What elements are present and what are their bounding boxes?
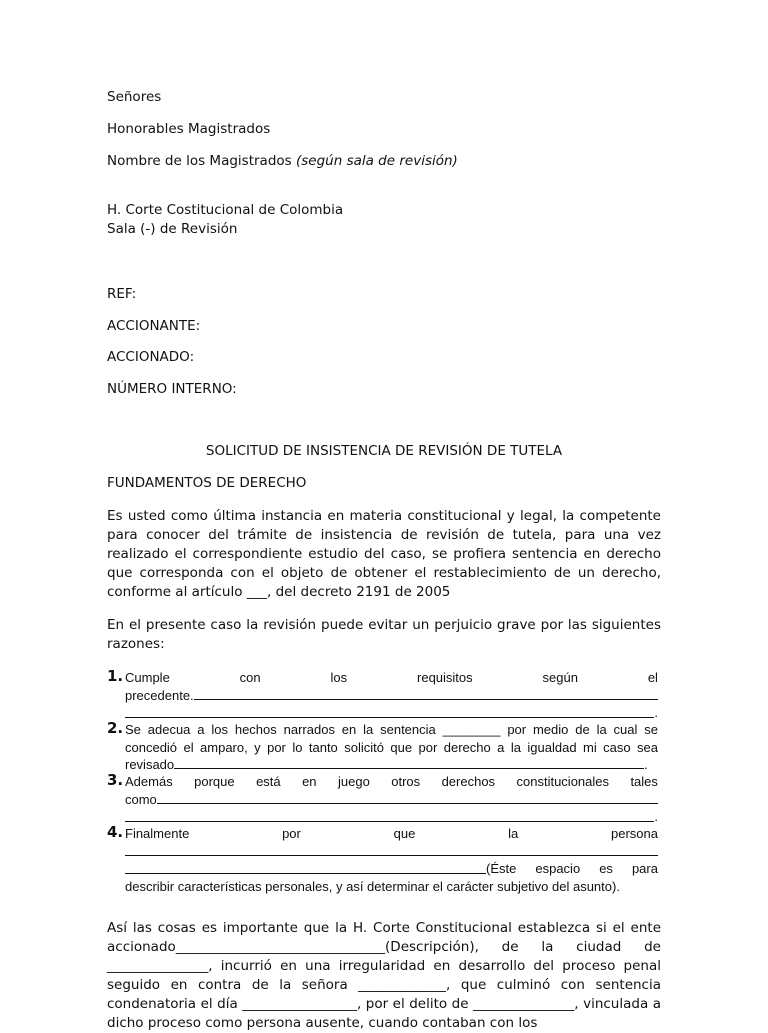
item-line — [125, 825, 658, 843]
item-line — [125, 843, 658, 861]
item-line — [125, 704, 658, 722]
word: es — [599, 861, 613, 876]
word: que — [393, 826, 416, 841]
item-line — [125, 773, 658, 791]
word: el — [647, 670, 658, 685]
nombre-magistrados — [107, 153, 458, 169]
word: los — [330, 670, 348, 685]
paragraph-conclusion: Así las cosas es importante que la H. Corte Constitucional establezca si el ente accionado_______________________________(Descripción), de la ciudad de _______________, incurrió en una irregularidad en desarrollo del proceso penal seguido en contra de la señora _____________, que culminó con sentencia condenatoria el día _________________, por el delito de _______________, vinculada a dicho proceso como persona ausente, cuando contaban con los — [107, 920, 661, 1031]
word: está — [256, 774, 281, 789]
paragraph-competencia: Es usted como última instancia en materia constitucional y legal, la competente para conocer del trámite de insistencia de revisión de tutela, para una vez realizado el correspondiente estudio del caso, se profiera sentencia en derecho que corresponda con el objeto de obtener el restablecimiento de un derecho, conforme al artículo ___, del decreto 2191 de 2005 — [107, 508, 661, 600]
item-paragraph: Se adecua a los hechos narrados en la sentencia ________ por medio de la cual se concedió el amparo, y por lo tanto solicitó que por derecho a la igualdad mi caso sea revisado — [125, 722, 658, 772]
paragraph-razones: En el presente caso la revisión puede evitar un perjuicio grave por las siguientes razones: — [107, 617, 661, 652]
word: para — [631, 861, 658, 876]
item-text — [125, 825, 658, 895]
item-line — [125, 669, 658, 687]
blank-line — [125, 704, 654, 718]
blank-line — [125, 808, 654, 822]
word: (Éste — [486, 861, 517, 876]
word: otros — [391, 774, 421, 789]
greeting: Señores — [107, 89, 162, 105]
item-line: describir características personales, y así determinar el carácter subjetivo del asunto). — [125, 878, 620, 894]
word: la — [508, 826, 519, 841]
accionado-label: ACCIONADO: — [107, 349, 195, 365]
item-note — [486, 860, 658, 878]
word: requisitos — [417, 670, 473, 685]
item-line — [125, 860, 658, 878]
item-number: 4. — [107, 823, 124, 841]
accionante-label: ACCIONANTE: — [107, 318, 201, 334]
document-title: SOLICITUD DE INSISTENCIA DE REVISIÓN DE TUTELA — [205, 443, 563, 459]
word: con — [239, 670, 261, 685]
item-text: Se adecua a los hechos narrados en la sentencia ________ por medio de la cual se concedió el amparo, y por lo tanto solicitó que por derecho a la igualdad mi caso sea revisado . — [125, 722, 658, 772]
period: . — [654, 809, 658, 824]
word: espacio — [535, 861, 581, 876]
section-heading: FUNDAMENTOS DE DERECHO — [107, 475, 307, 491]
blank-line — [194, 687, 658, 701]
word: porque — [194, 774, 235, 789]
period: . — [654, 705, 658, 720]
word: constitucionales — [516, 774, 609, 789]
blank-line — [157, 791, 658, 805]
blank-line — [125, 843, 658, 857]
nombre-note: (según sala de revisión) — [295, 153, 458, 169]
item-text — [125, 773, 658, 826]
word: tales — [630, 774, 658, 789]
numero-interno-label: NÚMERO INTERNO: — [107, 381, 237, 397]
blank-line — [125, 860, 486, 874]
sala-name: Sala (-) de Revisión — [107, 221, 238, 237]
honorables-magistrados: Honorables Magistrados — [107, 121, 271, 137]
word: en — [302, 774, 317, 789]
item-text — [125, 669, 658, 722]
item-label: como — [125, 791, 157, 807]
item-number: 2. — [107, 719, 124, 737]
nombre-label: Nombre de los Magistrados — [107, 153, 296, 169]
word: derechos — [441, 774, 496, 789]
ref-label: REF: — [107, 286, 137, 302]
word: juego — [337, 774, 370, 789]
item-line — [125, 791, 658, 809]
word: Cumple — [125, 670, 170, 685]
blank-line — [174, 756, 644, 769]
word: Además — [125, 774, 173, 789]
word: según — [542, 670, 578, 685]
word: persona — [611, 826, 658, 841]
item-line — [125, 808, 658, 826]
corte-name: H. Corte Costitucional de Colombia — [107, 202, 344, 218]
item-label: precedente. — [125, 687, 194, 703]
item-number: 3. — [107, 771, 124, 789]
item-line — [125, 687, 658, 705]
word: Finalmente — [125, 826, 190, 841]
word: por — [282, 826, 301, 841]
item-number: 1. — [107, 667, 124, 685]
